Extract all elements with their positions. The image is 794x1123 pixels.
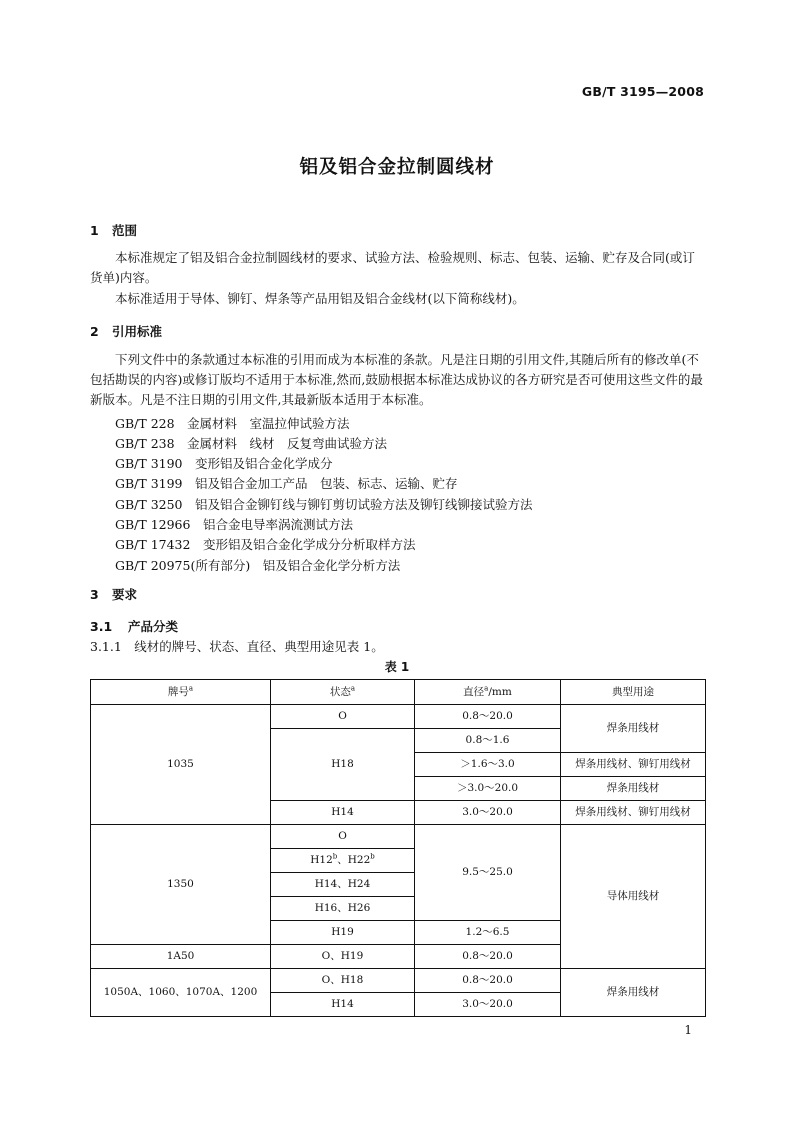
grade-cell: 1A50 (91, 945, 271, 969)
reference-item: GB/T 228 金属材料 室温拉伸试验方法 (115, 416, 350, 431)
header-temper: 状态$^a$ (271, 680, 415, 705)
temper-cell: O (271, 825, 415, 849)
reference-item: GB/T 3199 铝及铝合金加工产品 包装、标志、运输、贮存 (115, 476, 458, 491)
table-caption: 表 1 (384, 660, 410, 674)
section-2-paragraph-1: 下列文件中的条款通过本标准的引用而成为本标准的条款。凡是注日期的引用文件,其随后所有的修改单(不包括勘误的内容)或修订版均不适用于本标准,然而,鼓励根据本标准达成协议的各方研究是否可使用这些文件的最新版本。凡是不注日期的引用文件,其最新版本适用于本标准。 (90, 352, 703, 407)
section-number: 2 (90, 324, 99, 339)
table-row (91, 969, 706, 993)
diameter-cell: 0.8～20.0 (415, 705, 561, 729)
header-diameter: 直径$^a$/mm (415, 680, 561, 705)
reference-item: GB/T 3190 变形铝及铝合金化学成分 (115, 456, 333, 471)
use-cell: 导体用线材 (561, 825, 706, 969)
section-3-1-heading (90, 617, 178, 635)
diameter-cell: 0.8～1.6 (415, 729, 561, 753)
grade-cell: 1350 (91, 825, 271, 945)
section-title: 要求 (112, 587, 138, 602)
use-cell: 焊条用线材、铆钉用线材 (561, 753, 706, 777)
diameter-cell: 0.8～20.0 (415, 945, 561, 969)
section-2-heading (90, 322, 162, 340)
table-row (91, 825, 706, 849)
diameter-cell: 3.0～20.0 (415, 993, 561, 1017)
temper-cell: H14、H24 (271, 873, 415, 897)
reference-item: GB/T 20975(所有部分) 铝及铝合金化学分析方法 (115, 558, 401, 573)
use-cell: 焊条用线材 (561, 705, 706, 753)
temper-cell: O (271, 705, 415, 729)
diameter-cell: 3.0～20.0 (415, 801, 561, 825)
reference-item: GB/T 3250 铝及铝合金铆钉线与铆钉剪切试验方法及铆钉线铆接试验方法 (115, 497, 533, 512)
diameter-cell: ＞3.0～20.0 (415, 777, 561, 801)
diameter-cell: 0.8～20.0 (415, 969, 561, 993)
clause-3-1-1: 3.1.1 线材的牌号、状态、直径、典型用途见表 1。 (90, 639, 384, 654)
diameter-cell: 1.2～6.5 (415, 921, 561, 945)
temper-cell: H12$^b$、H22$^b$ (271, 849, 415, 873)
section-3-heading (90, 585, 137, 603)
grade-cell: 1035 (91, 705, 271, 825)
table-header-row (91, 680, 706, 705)
section-title: 范围 (112, 223, 138, 238)
diameter-cell: 9.5～25.0 (415, 825, 561, 921)
document-title: 铝及铝合金拉制圆线材 (299, 157, 495, 178)
use-cell: 焊条用线材 (561, 969, 706, 1017)
temper-cell: O、H18 (271, 969, 415, 993)
reference-item: GB/T 238 金属材料 线材 反复弯曲试验方法 (115, 436, 388, 451)
section-title: 引用标准 (112, 324, 163, 339)
header-grade: 牌号$^a$ (91, 680, 271, 705)
section-1-paragraph-2: 本标准适用于导体、铆钉、焊条等产品用铝及铝合金线材(以下简称线材)。 (115, 291, 525, 306)
temper-cell: H19 (271, 921, 415, 945)
standard-code: GB/T 3195—2008 (581, 84, 704, 99)
temper-cell: H14 (271, 801, 415, 825)
temper-cell: H16、H26 (271, 897, 415, 921)
reference-item: GB/T 17432 变形铝及铝合金化学成分分析取样方法 (115, 537, 416, 552)
diameter-cell: ＞1.6～3.0 (415, 753, 561, 777)
temper-cell: H18 (271, 729, 415, 801)
section-1-paragraph-1: 本标准规定了铝及铝合金拉制圆线材的要求、试验方法、检验规则、标志、包装、运输、贮存及合同(或订货单)内容。 (90, 250, 695, 285)
section-number: 3 (90, 587, 99, 602)
header-typical-use: 典型用途 (561, 680, 706, 705)
temper-cell: O、H19 (271, 945, 415, 969)
section-1-heading (90, 221, 137, 239)
use-cell: 焊条用线材 (561, 777, 706, 801)
page-number: 1 (684, 1023, 692, 1037)
section-number: 3.1 (90, 619, 113, 634)
section-title: 产品分类 (128, 619, 179, 634)
reference-item: GB/T 12966 铝合金电导率涡流测试方法 (115, 517, 353, 532)
table-row (91, 705, 706, 729)
temper-cell: H14 (271, 993, 415, 1017)
grade-cell: 1050A、1060、1070A、1200 (91, 969, 271, 1017)
use-cell: 焊条用线材、铆钉用线材 (561, 801, 706, 825)
section-number: 1 (90, 223, 99, 238)
product-classification-table (90, 679, 706, 1017)
